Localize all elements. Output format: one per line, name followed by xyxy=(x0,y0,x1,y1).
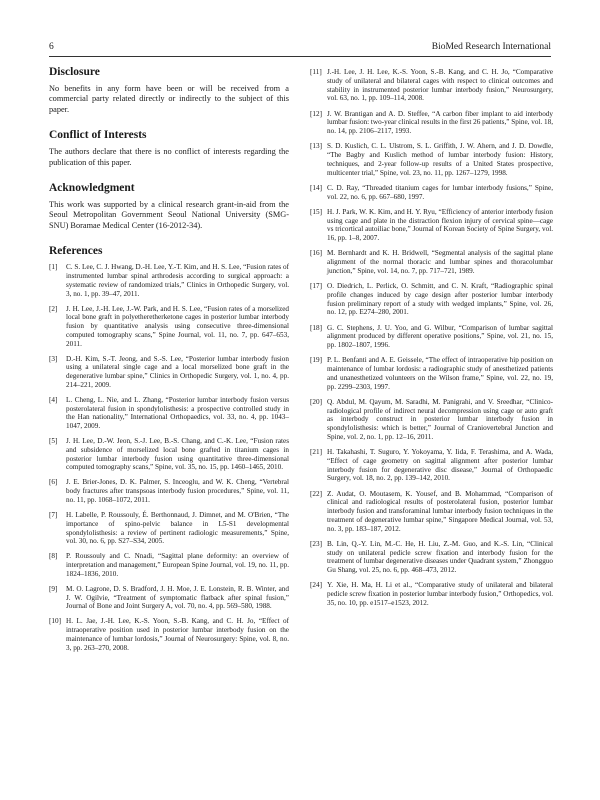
conflict-text: The authors declare that there is no conflict of interests regarding the publication of this paper. xyxy=(49,147,289,167)
reference-text: B. Lin, Q.-Y. Lin, M.-C. He, H. Liu, Z.-M. Guo, and K.-S. Lin, “Clinical study on unilateral pedicle screw fixation and interbody fusion for the treatment of lumbar degenerative diseases under Quadrant system,” Zhongguo Gu Shang, vol. 25, no. 6, pp. 468–473, 2012. xyxy=(327,539,553,574)
reference-item xyxy=(310,356,553,391)
left-column xyxy=(49,66,289,659)
reference-text: H. Takahashi, T. Suguro, Y. Yokoyama, Y. Iida, F. Terashima, and A. Wada, “Effect of cage geometry on sagittal alignment after posterior lumbar interbody fusion for degenerative disc disease,” Journal of Orthopaedic Surgery, vol. 18, no. 2, pp. 139–142, 2010. xyxy=(327,448,553,483)
reference-item xyxy=(310,208,553,243)
reference-item xyxy=(310,110,553,136)
reference-number: [2] xyxy=(49,304,58,313)
reference-text: D.-H. Kim, S.-T. Jeong, and S.-S. Lee, “Posterior lumbar interbody fusion using a unilateral single cage and a local morselized bone graft in the degenerative lumbar spine,” Clinics in Orthopedic Surgery, vol. 1, no. 4, pp. 214–221, 2009. xyxy=(66,354,289,389)
acknowledgment-heading: Acknowledgment xyxy=(49,182,135,195)
right-column xyxy=(310,68,553,614)
journal-title: BioMed Research International xyxy=(431,42,551,52)
references-section xyxy=(49,245,289,652)
references-list-right xyxy=(310,68,553,608)
reference-text: P. Roussouly and C. Nnadi, “Sagittal plane deformity: an overview of interpretation and management,” European Spine Journal, vol. 19, no. 11, pp. 1824–1836, 2010. xyxy=(66,552,289,578)
reference-item xyxy=(49,511,289,546)
reference-text: M. O. Lagrone, D. S. Bradford, J. H. Moe, J. E. Lonstein, R. B. Winter, and J. W. Ogilvie, “Treatment of symptomatic flatback after spinal fusion,” Journal of Bone and Joint Surgery A, vol. 70, no. 4, pp. 569–580, 1988. xyxy=(66,584,289,611)
reference-number: [8] xyxy=(49,552,58,561)
reference-text: S. D. Kuslich, C. L. Ulstrom, S. L. Griffith, J. W. Ahern, and J. D. Dowdle, “The Bagby and Kuslich method of lumbar interbody fusion: History, techniques, and 2-year follow-up results of a United States prospective, multicenter trial,” Spine, vol. 23, no. 11, pp. 1267–1279, 1998. xyxy=(327,142,553,177)
reference-text: L. Cheng, L. Nie, and L. Zhang, “Posterior lumbar interbody fusion versus posterolateral fusion in spondylolisthesis: a prospective controlled study in the Han nationality,” International Orthopaedics, vol. 33, no. 4, pp. 1043–1047, 2009. xyxy=(66,395,289,431)
reference-item xyxy=(310,282,553,317)
reference-text: Y. Xie, H. Ma, H. Li et al., “Comparative study of unilateral and bilateral pedicle screw fixation in posterior lumbar interbody fusion,” Orthopedics, vol. 35, no. 10, pp. e1517–e1523, 2012. xyxy=(327,581,553,607)
reference-item xyxy=(310,540,553,575)
references-heading: References xyxy=(49,245,103,258)
page-number: 6 xyxy=(49,42,54,52)
reference-text: J. H. Lee, D.-W. Jeon, S.-J. Lee, B.-S. Chang, and C.-K. Lee, “Fusion rates and subsidence of morselized local bone grafted in titanium cages in posterior lumbar interbody fusion using quantitative three-dimensional computed tomography scans,” Spine, vol. 35, no. 15, pp. 1460–1465, 2010. xyxy=(66,437,289,472)
reference-number: [21] xyxy=(310,448,322,456)
reference-item xyxy=(310,184,553,202)
reference-item xyxy=(49,478,289,504)
reference-number: [24] xyxy=(310,581,322,590)
reference-text: J. H. Lee, J.-H. Lee, J.-W. Park, and H. S. Lee, “Fusion rates of a morselized local bone graft in polyetheretherketone cages in posterior lumbar interbody fusion by quantitative analysis using consecutive three-dimensional computed tomography scans,” Spine Journal, vol. 11, no. 7, pp. 647–653, 2011. xyxy=(66,304,289,348)
reference-text: J.-H. Lee, J. H. Lee, K.-S. Yoon, S.-B. Kang, and C. H. Jo, “Comparative study of unilateral and bilateral cages with respect to clinical outcomes and stability in instrumented posterior lumbar interbody fusion,” Neurosurgery, vol. 63, no. 1, pp. 109–114, 2008. xyxy=(327,68,553,103)
reference-item xyxy=(49,355,289,390)
references-list-left xyxy=(49,263,289,652)
conflict-section xyxy=(49,129,289,168)
reference-item xyxy=(49,552,289,578)
reference-number: [10] xyxy=(49,617,61,626)
reference-text: H. L. Jae, J.-H. Lee, K.-S. Yoon, S.-B. Kang, and C. H. Jo, “Effect of intraoperative position used in posterior lumbar interbody fusion on the maintenance of lumbar lordosis,” Journal of Neurosurgery: Spine, vol. 8, no. 3, pp. 263–270, 2008. xyxy=(66,617,289,652)
reference-number: [7] xyxy=(49,511,58,520)
reference-text: H. J. Park, W. K. Kim, and H. Y. Ryu, “Efficiency of anterior interbody fusion using cage and plate in the distraction flexion injury of cervical spine—cage vs tricortical autoiliac bone,” Journal of Korean Society of Spine Surgery, vol. 16, pp. 1–8, 2007. xyxy=(327,207,553,242)
reference-number: [15] xyxy=(310,207,322,216)
reference-item xyxy=(49,305,289,349)
reference-text: C. S. Lee, C. J. Hwang, D.-H. Lee, Y.-T. Kim, and H. S. Lee, “Fusion rates of instrumented lumbar spinal arthrodesis according to surgical approach: a systematic review of randomized trials,” Clinics in Orthopedic Surgery, vol. 3, no. 1, pp. 39–47, 2011. xyxy=(66,263,289,298)
disclosure-section xyxy=(49,66,289,115)
reference-text: C. D. Ray, “Threaded titanium cages for lumbar interbody fusions,” Spine, vol. 22, no. 6, pp. 667–680, 1997. xyxy=(327,183,553,201)
reference-number: [22] xyxy=(310,489,322,498)
reference-item xyxy=(310,249,553,275)
reference-number: [19] xyxy=(310,356,322,365)
reference-item xyxy=(310,448,553,483)
reference-text: J. W. Brantigan and A. D. Steffee, “A carbon fiber implant to aid interbody lumbar fusion: two-year clinical results in the first 26 patients,” Spine, vol. 18, no. 14, pp. 2106–2117, 1993. xyxy=(327,109,553,135)
reference-number: [16] xyxy=(310,249,322,258)
reference-item xyxy=(49,396,289,431)
reference-number: [13] xyxy=(310,142,322,151)
reference-number: [20] xyxy=(310,397,322,406)
acknowledgment-section xyxy=(49,182,289,231)
reference-number: [9] xyxy=(49,584,58,593)
reference-text: O. Diedrich, L. Perlick, O. Schmitt, and C. N. Kraft, “Radiographic spinal profile changes induced by cage design after posterior lumbar interbody fusion preliminary report of a study with wedged implants,” Spine, vol. 26, no. 12, pp. E274–280, 2001. xyxy=(327,282,553,317)
reference-number: [12] xyxy=(310,109,322,118)
reference-number: [14] xyxy=(310,183,322,192)
reference-text: G. C. Stephens, J. U. Yoo, and G. Wilbur, “Comparison of lumbar sagittal alignment produced by different operative positions,” Spine, vol. 21, no. 15, pp. 1802–1807, 1996. xyxy=(327,323,553,349)
reference-item xyxy=(310,68,553,103)
reference-item xyxy=(49,437,289,472)
reference-item xyxy=(310,324,553,350)
reference-number: [17] xyxy=(310,282,322,290)
reference-number: [6] xyxy=(49,478,58,487)
reference-number: [3] xyxy=(49,354,58,363)
reference-text: Z. Audat, O. Moutasem, K. Yousef, and B. Mohammad, “Comparison of clinical and radiological results of posterolateral fusion, posterior lumbar interbody fusion and transforaminal lumbar interbody fusion techniques in the treatment of degenerative lumbar spine,” Singapore Medical Journal, vol. 53, no. 3, pp. 183–187, 2012. xyxy=(327,489,553,533)
reference-number: [4] xyxy=(49,395,58,404)
reference-item xyxy=(49,617,289,652)
reference-number: [23] xyxy=(310,539,322,548)
header-rule xyxy=(49,56,551,57)
reference-text: H. Labelle, P. Roussouly, É. Berthonnaud, J. Dimnet, and M. O'Brien, “The importance of spino-pelvic balance in L5-S1 developmental spondylolisthesis: a review of pertinent radiologic measurements,” Spine, vol. 30, no. 6, pp. S27–S34, 2005. xyxy=(66,511,289,546)
acknowledgment-text: This work was supported by a clinical research grant-in-aid from the Seoul Metropolitan Government Seoul National University (SMG-SNU) Boramae Medical Center (16-2012-34). xyxy=(49,200,289,230)
reference-item xyxy=(310,490,553,534)
reference-number: [18] xyxy=(310,323,322,332)
reference-item xyxy=(49,263,289,298)
reference-text: Q. Abdul, M. Qayum, M. Saradhi, M. Panigrahi, and V. Sreedhar, “Clinico-radiological profile of indirect neural decompression using cage or auto graft as interbody construct in posterior lumbar interbody fusion in spondylolisthesis: which is better,” Journal of Craniovertebral Junction and Spine, vol. 2, no. 1, pp. 12–16, 2011. xyxy=(327,397,553,441)
reference-item xyxy=(49,585,289,611)
reference-number: [11] xyxy=(310,68,322,76)
disclosure-text: No benefits in any form have been or will be received from a commercial party related directly or indirectly to the subject of this paper. xyxy=(49,84,289,114)
reference-item xyxy=(310,398,553,442)
reference-item xyxy=(310,581,553,607)
reference-text: J. E. Brier-Jones, D. K. Palmer, S. Inceoglu, and W. K. Cheng, “Vertebral body fractures after transpsoas interbody fusion procedures,” Spine, vol. 11, no. 11, pp. 1068–1072, 2011. xyxy=(66,478,289,504)
reference-number: [1] xyxy=(49,263,58,272)
reference-text: M. Bernhardt and K. H. Bridwell, “Segmental analysis of the sagittal plane alignment of the normal thoracic and lumbar spines and thoracolumbar junction,” Spine, vol. 14, no. 7, pp. 717–721, 1989. xyxy=(327,249,553,275)
reference-number: [5] xyxy=(49,437,58,446)
conflict-heading: Conflict of Interests xyxy=(49,129,147,142)
reference-item xyxy=(310,142,553,177)
reference-text: P. L. Benfanti and A. E. Geissele, “The effect of intraoperative hip position on maintenance of lumbar lordosis: a radiographic study of anesthetized patients and unanesthetized volunteers on the Wilson frame,” Spine, vol. 22, no. 19, pp. 2299–2303, 1997. xyxy=(327,356,553,391)
disclosure-heading: Disclosure xyxy=(49,66,100,78)
